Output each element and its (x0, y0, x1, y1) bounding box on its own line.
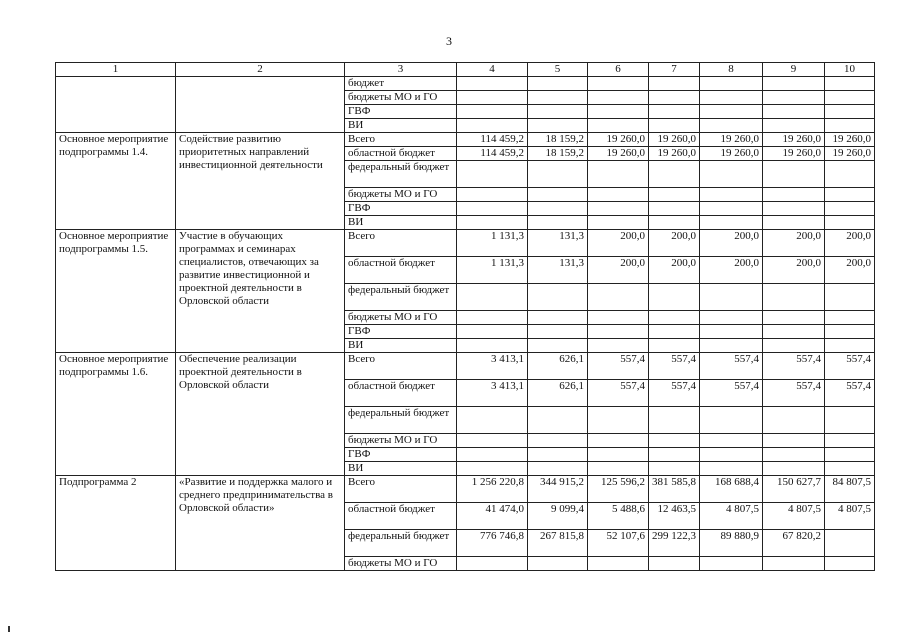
amount-cell (825, 311, 875, 325)
amount-cell: 114 459,2 (457, 147, 528, 161)
amount-cell (700, 202, 763, 216)
amount-cell (649, 434, 700, 448)
amount-cell: 200,0 (763, 230, 825, 257)
amount-cell (763, 311, 825, 325)
amount-cell (649, 284, 700, 311)
amount-cell: 19 260,0 (763, 147, 825, 161)
amount-cell (588, 105, 649, 119)
funding-source-cell: бюджеты МО и ГО (345, 91, 457, 105)
amount-cell (700, 216, 763, 230)
amount-cell (588, 77, 649, 91)
amount-cell: 200,0 (763, 257, 825, 284)
column-header-8: 8 (700, 63, 763, 77)
funding-source-cell: ГВФ (345, 105, 457, 119)
amount-cell (528, 105, 588, 119)
activity-name-cell: Основное мероприятие подпрограммы 1.6. (56, 353, 176, 476)
amount-cell (763, 161, 825, 188)
amount-cell (700, 284, 763, 311)
amount-cell: 3 413,1 (457, 353, 528, 380)
amount-cell: 168 688,4 (700, 476, 763, 503)
amount-cell (528, 462, 588, 476)
amount-cell (649, 407, 700, 434)
table-row (56, 230, 875, 257)
amount-cell (825, 216, 875, 230)
amount-cell (528, 434, 588, 448)
amount-cell: 1 131,3 (457, 257, 528, 284)
amount-cell (457, 188, 528, 202)
amount-cell (763, 284, 825, 311)
funding-source-cell: бюджеты МО и ГО (345, 188, 457, 202)
amount-cell (700, 434, 763, 448)
amount-cell (457, 105, 528, 119)
amount-cell (457, 462, 528, 476)
amount-cell (649, 557, 700, 571)
table-row (56, 77, 875, 91)
amount-cell: 19 260,0 (700, 133, 763, 147)
column-header-3: 3 (345, 63, 457, 77)
amount-cell: 200,0 (700, 257, 763, 284)
amount-cell (649, 325, 700, 339)
funding-source-cell: Всего (345, 476, 457, 503)
amount-cell (649, 188, 700, 202)
amount-cell (763, 448, 825, 462)
funding-source-cell: бюджеты МО и ГО (345, 557, 457, 571)
amount-cell (700, 119, 763, 133)
amount-cell (825, 530, 875, 557)
funding-source-cell: федеральный бюджет (345, 407, 457, 434)
amount-cell (825, 188, 875, 202)
amount-cell: 150 627,7 (763, 476, 825, 503)
amount-cell (528, 202, 588, 216)
funding-source-cell: ГВФ (345, 448, 457, 462)
funding-source-cell: Всего (345, 133, 457, 147)
amount-cell (825, 448, 875, 462)
amount-cell (457, 311, 528, 325)
amount-cell: 3 413,1 (457, 380, 528, 407)
amount-cell (588, 202, 649, 216)
amount-cell (528, 119, 588, 133)
column-header-1: 1 (56, 63, 176, 77)
funding-source-cell: ВИ (345, 462, 457, 476)
column-header-10: 10 (825, 63, 875, 77)
amount-cell: 19 260,0 (649, 147, 700, 161)
amount-cell: 12 463,5 (649, 503, 700, 530)
amount-cell (588, 325, 649, 339)
amount-cell (700, 448, 763, 462)
amount-cell (825, 105, 875, 119)
amount-cell (528, 91, 588, 105)
funding-source-cell: федеральный бюджет (345, 284, 457, 311)
amount-cell (528, 311, 588, 325)
amount-cell (700, 161, 763, 188)
amount-cell: 200,0 (588, 257, 649, 284)
column-header-6: 6 (588, 63, 649, 77)
amount-cell: 299 122,3 (649, 530, 700, 557)
amount-cell (528, 407, 588, 434)
amount-cell: 200,0 (700, 230, 763, 257)
amount-cell (649, 119, 700, 133)
amount-cell (700, 407, 763, 434)
amount-cell (649, 161, 700, 188)
amount-cell: 200,0 (825, 230, 875, 257)
amount-cell: 557,4 (588, 353, 649, 380)
scan-mark (8, 626, 10, 632)
amount-cell (700, 339, 763, 353)
amount-cell (649, 448, 700, 462)
amount-cell (457, 434, 528, 448)
funding-source-cell: федеральный бюджет (345, 161, 457, 188)
amount-cell (763, 216, 825, 230)
amount-cell (649, 216, 700, 230)
amount-cell: 52 107,6 (588, 530, 649, 557)
funding-source-cell: областной бюджет (345, 503, 457, 530)
amount-cell (763, 77, 825, 91)
amount-cell (700, 77, 763, 91)
amount-cell: 1 131,3 (457, 230, 528, 257)
amount-cell (588, 407, 649, 434)
activity-name-cell (56, 77, 176, 133)
funding-source-cell: бюджеты МО и ГО (345, 311, 457, 325)
amount-cell (588, 91, 649, 105)
amount-cell (588, 448, 649, 462)
amount-cell (763, 434, 825, 448)
amount-cell (528, 188, 588, 202)
activity-name-cell: Основное мероприятие подпрограммы 1.5. (56, 230, 176, 353)
amount-cell: 200,0 (825, 257, 875, 284)
amount-cell (588, 557, 649, 571)
amount-cell (528, 339, 588, 353)
amount-cell: 84 807,5 (825, 476, 875, 503)
amount-cell: 18 159,2 (528, 133, 588, 147)
amount-cell: 557,4 (700, 353, 763, 380)
amount-cell (588, 311, 649, 325)
amount-cell (763, 339, 825, 353)
amount-cell (825, 339, 875, 353)
amount-cell (457, 216, 528, 230)
amount-cell: 344 915,2 (528, 476, 588, 503)
amount-cell (825, 77, 875, 91)
amount-cell (825, 407, 875, 434)
amount-cell: 381 585,8 (649, 476, 700, 503)
table-row (56, 353, 875, 380)
amount-cell: 200,0 (649, 257, 700, 284)
amount-cell: 4 807,5 (763, 503, 825, 530)
funding-source-cell: бюджет (345, 77, 457, 91)
amount-cell (588, 284, 649, 311)
amount-cell (457, 325, 528, 339)
amount-cell (763, 105, 825, 119)
amount-cell: 776 746,8 (457, 530, 528, 557)
amount-cell (588, 339, 649, 353)
amount-cell: 19 260,0 (649, 133, 700, 147)
funding-source-cell: Всего (345, 230, 457, 257)
table-row (56, 133, 875, 147)
amount-cell (528, 216, 588, 230)
amount-cell: 19 260,0 (588, 147, 649, 161)
amount-cell (457, 448, 528, 462)
amount-cell: 1 256 220,8 (457, 476, 528, 503)
activity-description-cell: Содействие развитию приоритетных направлений инвестиционной деятельности (176, 133, 345, 230)
table-row (56, 476, 875, 503)
amount-cell (700, 91, 763, 105)
amount-cell: 200,0 (649, 230, 700, 257)
amount-cell (825, 202, 875, 216)
funding-source-cell: областной бюджет (345, 147, 457, 161)
amount-cell: 267 815,8 (528, 530, 588, 557)
amount-cell (763, 91, 825, 105)
amount-cell (457, 557, 528, 571)
activity-name-cell: Основное мероприятие подпрограммы 1.4. (56, 133, 176, 230)
amount-cell (649, 202, 700, 216)
amount-cell: 19 260,0 (700, 147, 763, 161)
amount-cell (649, 339, 700, 353)
amount-cell (763, 119, 825, 133)
amount-cell (763, 462, 825, 476)
activity-name-cell: Подпрограмма 2 (56, 476, 176, 571)
table-body (56, 77, 875, 571)
amount-cell (700, 105, 763, 119)
funding-source-cell: ВИ (345, 216, 457, 230)
amount-cell (457, 284, 528, 311)
amount-cell (649, 91, 700, 105)
header-row (56, 63, 875, 77)
amount-cell (588, 161, 649, 188)
amount-cell (457, 161, 528, 188)
amount-cell: 67 820,2 (763, 530, 825, 557)
amount-cell (700, 325, 763, 339)
amount-cell (700, 557, 763, 571)
amount-cell: 114 459,2 (457, 133, 528, 147)
funding-source-cell: ГВФ (345, 202, 457, 216)
amount-cell (457, 77, 528, 91)
amount-cell: 19 260,0 (763, 133, 825, 147)
amount-cell: 626,1 (528, 380, 588, 407)
amount-cell: 125 596,2 (588, 476, 649, 503)
amount-cell (825, 434, 875, 448)
amount-cell: 5 488,6 (588, 503, 649, 530)
column-header-2: 2 (176, 63, 345, 77)
amount-cell (825, 119, 875, 133)
amount-cell (528, 448, 588, 462)
amount-cell: 4 807,5 (825, 503, 875, 530)
amount-cell (825, 91, 875, 105)
amount-cell: 19 260,0 (588, 133, 649, 147)
amount-cell (528, 77, 588, 91)
amount-cell (528, 284, 588, 311)
activity-description-cell: Участие в обучающих программах и семинарах специалистов, отвечающих за развитие инвестиционной и проектной деятельности в Орловской области (176, 230, 345, 353)
amount-cell (825, 325, 875, 339)
amount-cell (457, 407, 528, 434)
column-header-5: 5 (528, 63, 588, 77)
amount-cell: 557,4 (588, 380, 649, 407)
amount-cell (763, 407, 825, 434)
amount-cell: 18 159,2 (528, 147, 588, 161)
budget-table (55, 62, 875, 571)
amount-cell: 41 474,0 (457, 503, 528, 530)
amount-cell: 89 880,9 (700, 530, 763, 557)
amount-cell (649, 462, 700, 476)
column-header-9: 9 (763, 63, 825, 77)
amount-cell (588, 188, 649, 202)
amount-cell: 9 099,4 (528, 503, 588, 530)
amount-cell (763, 202, 825, 216)
funding-source-cell: областной бюджет (345, 380, 457, 407)
funding-source-cell: бюджеты МО и ГО (345, 434, 457, 448)
amount-cell (763, 325, 825, 339)
amount-cell (457, 202, 528, 216)
amount-cell: 19 260,0 (825, 147, 875, 161)
amount-cell (588, 462, 649, 476)
amount-cell (700, 311, 763, 325)
amount-cell: 131,3 (528, 230, 588, 257)
amount-cell (700, 462, 763, 476)
page-number: 3 (446, 34, 452, 48)
funding-source-cell: областной бюджет (345, 257, 457, 284)
amount-cell: 626,1 (528, 353, 588, 380)
amount-cell: 4 807,5 (700, 503, 763, 530)
amount-cell (825, 557, 875, 571)
table-header (56, 63, 875, 77)
amount-cell (528, 325, 588, 339)
funding-source-cell: ВИ (345, 339, 457, 353)
amount-cell (528, 557, 588, 571)
amount-cell (825, 284, 875, 311)
amount-cell (457, 119, 528, 133)
funding-source-cell: ГВФ (345, 325, 457, 339)
amount-cell (588, 434, 649, 448)
amount-cell (825, 161, 875, 188)
amount-cell (700, 188, 763, 202)
amount-cell: 557,4 (649, 353, 700, 380)
amount-cell (457, 91, 528, 105)
funding-source-cell: федеральный бюджет (345, 530, 457, 557)
amount-cell: 200,0 (588, 230, 649, 257)
amount-cell: 557,4 (825, 380, 875, 407)
amount-cell: 557,4 (763, 353, 825, 380)
column-header-4: 4 (457, 63, 528, 77)
amount-cell (649, 77, 700, 91)
amount-cell (649, 311, 700, 325)
column-header-7: 7 (649, 63, 700, 77)
amount-cell: 557,4 (825, 353, 875, 380)
amount-cell (588, 119, 649, 133)
funding-source-cell: ВИ (345, 119, 457, 133)
amount-cell (763, 557, 825, 571)
amount-cell (528, 161, 588, 188)
amount-cell (649, 105, 700, 119)
amount-cell (763, 188, 825, 202)
amount-cell: 557,4 (700, 380, 763, 407)
funding-source-cell: Всего (345, 353, 457, 380)
amount-cell: 19 260,0 (825, 133, 875, 147)
amount-cell: 557,4 (649, 380, 700, 407)
activity-description-cell (176, 77, 345, 133)
amount-cell: 131,3 (528, 257, 588, 284)
amount-cell: 557,4 (763, 380, 825, 407)
activity-description-cell: «Развитие и поддержка малого и среднего предпринимательства в Орловской области» (176, 476, 345, 571)
amount-cell (588, 216, 649, 230)
activity-description-cell: Обеспечение реализации проектной деятельности в Орловской области (176, 353, 345, 476)
amount-cell (457, 339, 528, 353)
amount-cell (825, 462, 875, 476)
